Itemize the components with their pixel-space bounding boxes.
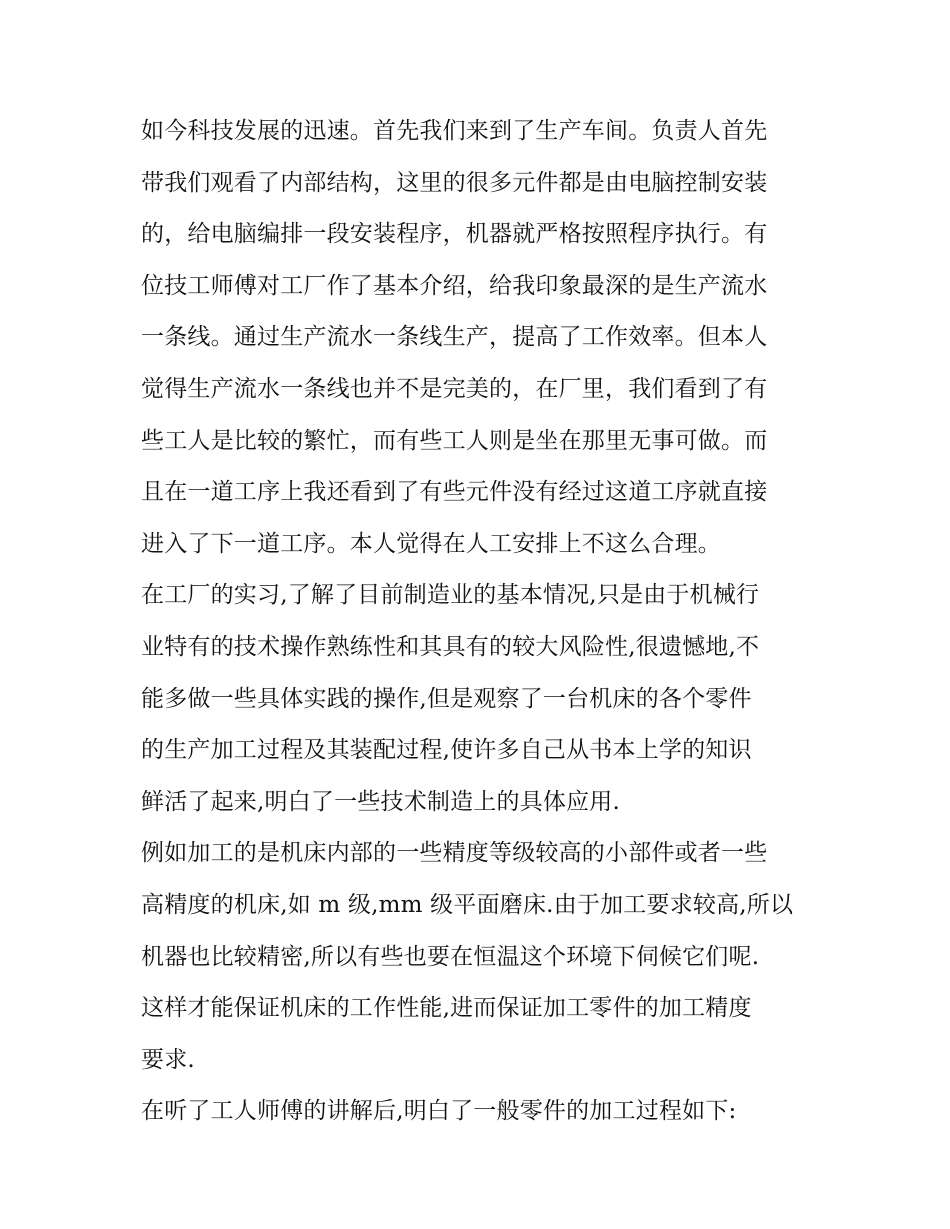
text-line-7: 些工人是比较的繁忙，而有些工人则是坐在那里无事可做。而 — [141, 427, 768, 454]
text-line-12: 能多做一些具体实践的操作,但是观察了一台机床的各个零件 — [141, 685, 752, 712]
text-line-4: 位技工师傅对工厂作了基本介绍，给我印象最深的是生产流水 — [141, 272, 768, 299]
body-text — [141, 106, 813, 1138]
text-line-5: 一条线。通过生产流水一条线生产，提高了工作效率。但本人 — [141, 324, 768, 351]
text-line-9: 进入了下一道工序。本人觉得在人工安排上不这么合理。 — [141, 530, 721, 557]
text-line-13: 的生产加工过程及其装配过程,使许多自己从书本上学的知识 — [141, 737, 752, 764]
text-line-3: 的，给电脑编排一段安装程序，机器就严格按照程序执行。有 — [141, 221, 768, 248]
text-line-2: 带我们观看了内部结构，这里的很多元件都是由电脑控制安装 — [141, 169, 768, 196]
text-line-14: 鲜活了起来,明白了一些技术制造上的具体应用. — [141, 788, 621, 815]
text-line-20: 在听了工人师傅的讲解后,明白了一般零件的加工过程如下: — [141, 1098, 737, 1125]
text-line-15: 例如加工的是机床内部的一些精度等级较高的小部件或者一些 — [141, 840, 768, 867]
text-line-8: 且在一道工序上我还看到了有些元件没有经过这道工序就直接 — [141, 479, 768, 506]
text-line-18: 这样才能保证机床的工作性能,进而保证加工零件的加工精度 — [141, 995, 752, 1022]
text-line-6: 觉得生产流水一条线也并不是完美的，在厂里，我们看到了有 — [141, 375, 768, 402]
text-line-11: 业特有的技术操作熟练性和其具有的较大风险性,很遗憾地,不 — [141, 633, 760, 660]
text-line-16: 高精度的机床,如 m 级,mm 级平面磨床.由于加工要求较高,所以 — [141, 891, 794, 918]
text-line-17: 机器也比较精密,所以有些也要在恒温这个环境下伺候它们呢. — [141, 943, 760, 970]
text-line-19: 要求. — [141, 1046, 195, 1073]
text-line-10: 在工厂的实习,了解了目前制造业的基本情况,只是由于机械行 — [141, 582, 760, 609]
text-line-1: 如今科技发展的迅速。首先我们来到了生产车间。负责人首先 — [141, 118, 768, 144]
